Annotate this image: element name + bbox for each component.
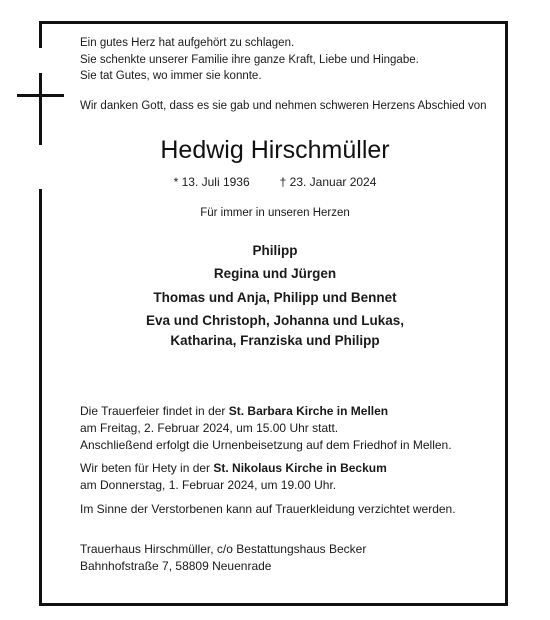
ceremony-prefix: Die Trauerfeier findet in der bbox=[80, 404, 229, 418]
address-line-1: Trauerhaus Hirschmüller, c/o Bestattungshaus Becker bbox=[80, 542, 367, 556]
cross-horizontal-bar bbox=[17, 94, 64, 97]
poem bbox=[80, 35, 419, 85]
prayer-place: St. Nikolaus Kirche in Beckum bbox=[213, 461, 387, 475]
frame-bottom-border bbox=[39, 603, 508, 606]
life-dates bbox=[0, 175, 550, 189]
frame-top-border bbox=[39, 21, 508, 24]
mourner-line: Regina und Jürgen bbox=[213, 266, 337, 282]
ceremony-place: St. Barbara Kirche in Mellen bbox=[228, 404, 389, 418]
poem-line: Ein gutes Herz hat aufgehört zu schlagen. bbox=[80, 37, 295, 49]
dress-note: Im Sinne der Verstorbenen kann auf Trauerkleidung verzichtet werden. bbox=[80, 502, 456, 516]
poem-line: Sie tat Gutes, wo immer sie konnte. bbox=[80, 70, 262, 82]
ceremony-line-2: am Freitag, 2. Februar 2024, um 15.00 Uhr statt. bbox=[80, 421, 339, 435]
death-date: † 23. Januar 2024 bbox=[279, 175, 377, 189]
mourner-line: Eva und Christoph, Johanna und Lukas, bbox=[145, 312, 405, 328]
deceased-name: Hedwig Hirschmüller bbox=[160, 136, 390, 164]
mourners-list bbox=[0, 239, 550, 350]
mourner-line: Thomas und Anja, Philipp und Bennet bbox=[153, 289, 397, 305]
poem-line: Sie schenkte unserer Familie ihre ganze Kraft, Liebe und Hingabe. bbox=[80, 53, 419, 66]
intro-text: Wir danken Gott, dass es sie gab und nehmen schweren Herzens Abschied von bbox=[80, 100, 487, 112]
mourner-line: Katharina, Franziska und Philipp bbox=[170, 333, 380, 349]
prayer-prefix: Wir beten für Hety in der bbox=[80, 461, 214, 475]
address-block bbox=[80, 541, 366, 575]
ceremony-line-1 bbox=[80, 403, 456, 420]
service-info bbox=[80, 403, 456, 518]
prayer-line-1 bbox=[80, 460, 456, 477]
tagline: Für immer in unseren Herzen bbox=[200, 207, 350, 219]
prayer-line-2: am Donnerstag, 1. Februar 2024, um 19.00 Uhr. bbox=[80, 478, 337, 492]
ceremony-line-3: Anschließend erfolgt die Urnenbeisetzung auf dem Friedhof in Mellen. bbox=[80, 438, 452, 452]
frame-left-border-upper bbox=[39, 21, 42, 48]
mourner-line: Philipp bbox=[252, 243, 298, 258]
birth-date: * 13. Juli 1936 bbox=[173, 175, 250, 189]
address-line-2: Bahnhofstraße 7, 58809 Neuenrade bbox=[80, 559, 272, 573]
